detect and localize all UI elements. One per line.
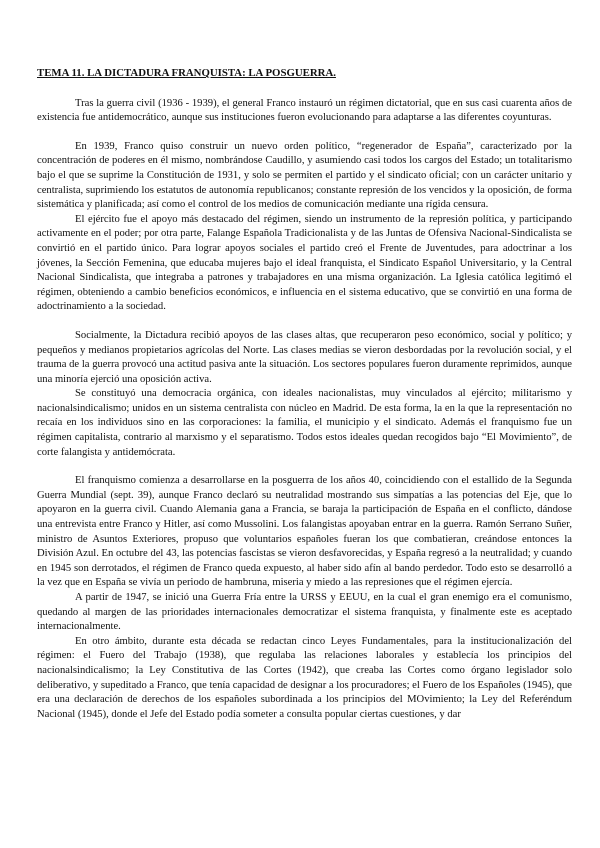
document-page <box>37 66 572 722</box>
paragraph-organic-democracy: Se constituyó una democracia orgánica, con ideales nacionalistas, muy vinculados al ejército; militarismo y nacionalsindicalismo; unidos en un sistema centralista con núcleo en Madrid. De esta forma, la en la que la representación no recaía en los individuos sino en las corporaciones: la familia, el municipio y el sindicato. Además el franquismo fue un régimen capitalista, contrario al marxismo y el separatismo. Todos estos ideales quedan recogidos bajo “El Movimiento”, de corte falangista y antidemócrata. <box>37 388 572 458</box>
paragraph-cold-war: A partir de 1947, se inició una Guerra Fría entre la URSS y EEUU, en la cual el gran enemigo era el comunismo, quedando al margen de las prioridades internacionales democratizar el sistema franquista, y finalmente este es aceptado internacionalmente. <box>37 592 572 633</box>
paragraph-new-order: En 1939, Franco quiso construir un nuevo orden político, “regenerador de España”, caracterizado por la concentración de poderes en él mismo, nombrándose Caudillo, y asumiendo casi todos los cargos del Estado; un totalitarismo bajo el que se suprime la Constitución de 1931, y solo se permiten el partido y el sindicato oficial; con un carácter unitario y centralista, suprimiendo los estatutos de autonomía republicanos; constante represión de los vencidos y la oposición, de forma sistemática y planificada; así como el control de los medios de comunicación mediante una rígida censura. <box>37 140 572 211</box>
paragraph-social-support: Socialmente, la Dictadura recibió apoyos de las clases altas, que recuperaron peso económico, social y político; y pequeños y medianos propietarios agrícolas del Norte. Las clases medias se vieron desbordadas por la revolución social, y el trauma de la guerra provocó una actitud pasiva ante la situación. Los sectores populares fueron duramente reprimidos, aunque una minoría ejerció una oposición activa. <box>37 329 572 385</box>
paragraph-fundamental-laws: En otro ámbito, durante esta década se redactan cinco Leyes Fundamentales, para la institucionalización del régimen: el Fuero del Trabajo (1938), que regulaba las relaciones laborales y establecía los principios del nacionalsindicalismo; la Ley Constitutiva de las Cortes (1942), que creaba las Cortes como órgano legislador solo deliberativo, y supeditado a Franco, que tenía capacidad de designar a los procuradores; el Fuero de los Españoles (1945), que era una declaración de derechos de los españoles subordinada a los principios del MOvimiento; la Ley del Referéndum Nacional (1945), donde el Jefe del Estado podía someter a consulta popular ciertas cuestiones, y dar <box>37 635 572 720</box>
paragraph-intro: Tras la guerra civil (1936 - 1939), el general Franco instauró un régimen dictatorial, que en sus casi cuarenta años de existencia fue antidemocrático, aunque sus instituciones fueron evolucionando para adaptarse a las diferentes coyunturas. <box>37 97 572 124</box>
paragraph-army-church: El ejército fue el apoyo más destacado del régimen, siendo un instrumento de la represión política, y participando activamente en el poder; por otra parte, Falange Española Tradicionalista y de las Juntas de Ofensiva Nacional-Sindicalista se convirtió en el partido único. Para lograr apoyos sociales el partido creó el Frente de Juventudes, para adoctrinar a los jóvenes, la Sección Femenina, que educaba mujeres bajo el ideal franquista, el Sindicato Español Universitario, y la Central Nacional Sindicalista, que integraba a patrones y trabajadores en una misma organización. La Iglesia católica legitimó el régimen, obteniendo a cambio beneficios económicos, e influencia en el sistema educativo, que se convirtió en una forma de adoctrinamiento a la sociedad. <box>37 213 572 313</box>
document-title: TEMA 11. LA DICTADURA FRANQUISTA: LA POSGUERRA. <box>37 67 336 79</box>
paragraph-world-war: El franquismo comienza a desarrollarse en la posguerra de los años 40, coincidiendo con el estallido de la Segunda Guerra Mundial (sept. 39), aunque Franco declaró su neutralidad mostrando sus simpatías a las potencias del Eje, que lo apoyaron en la guerra civil. Cuando Alemania gana a Francia, se baraja la participación de España en el conflicto, dándose una entrevista entre Franco y Hitler, así como Mussolini. Los falangistas apoyaban entrar en la guerra. Ramón Serrano Suñer, ministro de Asuntos Exteriores, propuso que voluntarios españoles fueran los que combatieran, creándose entonces la División Azul. En octubre del 43, las potencias fascistas se vieron desfavorecidas, y España regresó a la neutralidad; y cuando en 1945 son derrotados, el régimen de Franco queda expuesto, al haber sido afín al bando perdedor. Todo esto se desarrolló a la vez que en España se vivía un periodo de hambruna, miseria y miedo a las represiones que el régimen ejercía. <box>37 475 572 589</box>
